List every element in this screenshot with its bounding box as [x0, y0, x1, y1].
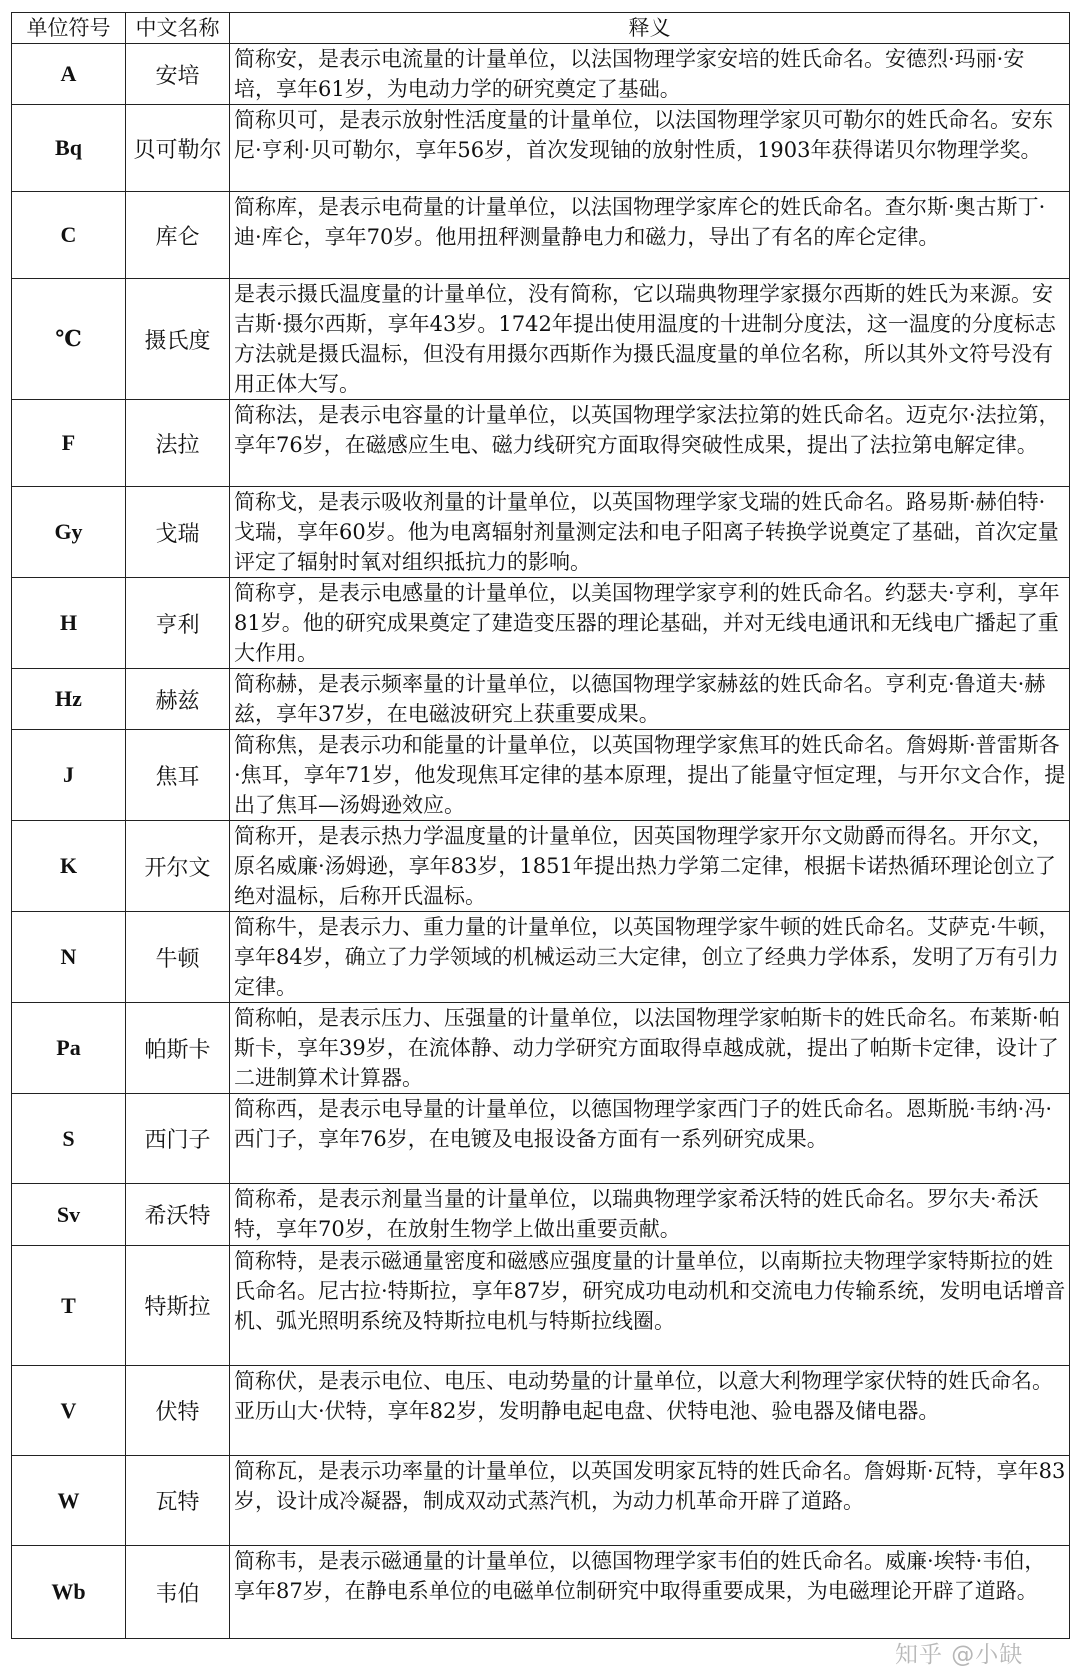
- unit-chinese-name: 帕斯卡: [126, 1003, 230, 1094]
- unit-definition: 简称开，是表示热力学温度量的计量单位，因英国物理学家开尔文勋爵而得名。开尔文，原名威廉·汤姆逊，享年83岁，1851年提出热力学第二定律，根据卡诺热循环理论创立了绝对温标，后称开氏温标。: [230, 821, 1070, 912]
- unit-symbol: H: [12, 578, 126, 669]
- table-row: [12, 44, 1070, 105]
- unit-definition: 简称伏，是表示电位、电压、电动势量的计量单位，以意大利物理学家伏特的姓氏命名。亚历山大·伏特，享年82岁，发明静电起电盘、伏特电池、验电器及储电器。: [230, 1366, 1070, 1456]
- table-row: [12, 1456, 1070, 1546]
- table-header: [12, 13, 1070, 44]
- unit-definition: 简称贝可，是表示放射性活度量的计量单位，以法国物理学家贝可勒尔的姓氏命名。安东尼·亨利·贝可勒尔，享年56岁，首次发现铀的放射性质，1903年获得诺贝尔物理学奖。: [230, 105, 1070, 192]
- table-row: [12, 192, 1070, 279]
- table-row: [12, 487, 1070, 578]
- unit-definition: 简称戈，是表示吸收剂量的计量单位，以英国物理学家戈瑞的姓氏命名。路易斯·赫伯特·戈瑞，享年60岁。他为电离辐射剂量测定法和电子阳离子转换学说奠定了基础，首次定量评定了辐射时氧对组织抵抗力的影响。: [230, 487, 1070, 578]
- table-row: [12, 730, 1070, 821]
- unit-definition: 简称牛，是表示力、重力量的计量单位，以英国物理学家牛顿的姓氏命名。艾萨克·牛顿，享年84岁，确立了力学领域的机械运动三大定律，创立了经典力学体系，发明了万有引力定律。: [230, 912, 1070, 1003]
- unit-chinese-name: 亨利: [126, 578, 230, 669]
- unit-symbol: Bq: [12, 105, 126, 192]
- unit-definition: 简称赫，是表示频率量的计量单位，以德国物理学家赫兹的姓氏命名。亨利克·鲁道夫·赫兹，享年37岁，在电磁波研究上获重要成果。: [230, 669, 1070, 730]
- unit-chinese-name: 牛顿: [126, 912, 230, 1003]
- table-row: [12, 1546, 1070, 1639]
- unit-symbol: Pa: [12, 1003, 126, 1094]
- unit-symbol: C: [12, 192, 126, 279]
- unit-definition: 简称安，是表示电流量的计量单位，以法国物理学家安培的姓氏命名。安德烈·玛丽·安培，享年61岁，为电动力学的研究奠定了基础。: [230, 44, 1070, 105]
- unit-definition: 简称亨，是表示电感量的计量单位，以美国物理学家亨利的姓氏命名。约瑟夫·亨利，享年81岁。他的研究成果奠定了建造变压器的理论基础，并对无线电通讯和无线电广播起了重大作用。: [230, 578, 1070, 669]
- unit-table: [11, 12, 1070, 1639]
- unit-chinese-name: 摄氏度: [126, 279, 230, 400]
- table-row: [12, 821, 1070, 912]
- unit-symbol: T: [12, 1246, 126, 1366]
- unit-chinese-name: 焦耳: [126, 730, 230, 821]
- unit-definition: 是表示摄氏温度量的计量单位，没有简称，它以瑞典物理学家摄尔西斯的姓氏为来源。安吉斯·摄尔西斯，享年43岁。1742年提出使用温度的十进制分度法，这一温度的分度标志方法就是摄氏温标，但没有用摄尔西斯作为摄氏温度量的单位名称，所以其外文符号没有用正体大写。: [230, 279, 1070, 400]
- header-definition: 释义: [230, 13, 1070, 44]
- table-body: [12, 44, 1070, 1639]
- table-row: [12, 105, 1070, 192]
- unit-definition: 简称韦，是表示磁通量的计量单位，以德国物理学家韦伯的姓氏命名。威廉·埃特·韦伯，享年87岁，在静电系单位的电磁单位制研究中取得重要成果，为电磁理论开辟了道路。: [230, 1546, 1070, 1639]
- unit-definition: 简称帕，是表示压力、压强量的计量单位，以法国物理学家帕斯卡的姓氏命名。布莱斯·帕斯卡，享年39岁，在流体静、动力学研究方面取得卓越成就，提出了帕斯卡定律，设计了二进制算术计算器。: [230, 1003, 1070, 1094]
- unit-symbol: S: [12, 1094, 126, 1184]
- header-chinese-name: 中文名称: [126, 13, 230, 44]
- unit-symbol: K: [12, 821, 126, 912]
- unit-definition: 简称库，是表示电荷量的计量单位，以法国物理学家库仑的姓氏命名。查尔斯·奥古斯丁·迪·库仑，享年70岁。他用扭秤测量静电力和磁力，导出了有名的库仑定律。: [230, 192, 1070, 279]
- table-row: [12, 1246, 1070, 1366]
- table-row: [12, 1094, 1070, 1184]
- unit-definition: 简称瓦，是表示功率量的计量单位，以英国发明家瓦特的姓氏命名。詹姆斯·瓦特，享年83岁，设计成冷凝器，制成双动式蒸汽机，为动力机革命开辟了道路。: [230, 1456, 1070, 1546]
- unit-chinese-name: 贝可勒尔: [126, 105, 230, 192]
- unit-chinese-name: 法拉: [126, 400, 230, 487]
- table-row: [12, 1003, 1070, 1094]
- table-row: [12, 912, 1070, 1003]
- unit-symbol: Hz: [12, 669, 126, 730]
- unit-chinese-name: 戈瑞: [126, 487, 230, 578]
- unit-definition: 简称特，是表示磁通量密度和磁感应强度量的计量单位，以南斯拉夫物理学家特斯拉的姓氏命名。尼古拉·特斯拉，享年87岁，研究成功电动机和交流电力传输系统，发明电话增音机、弧光照明系统及特斯拉电机与特斯拉线圈。: [230, 1246, 1070, 1366]
- table-row: [12, 279, 1070, 400]
- unit-symbol: V: [12, 1366, 126, 1456]
- unit-symbol: A: [12, 44, 126, 105]
- unit-definition: 简称焦，是表示功和能量的计量单位，以英国物理学家焦耳的姓氏命名。詹姆斯·普雷斯各·焦耳，享年71岁，他发现焦耳定律的基本原理，提出了能量守恒定理，与开尔文合作，提出了焦耳—汤姆逊效应。: [230, 730, 1070, 821]
- table-row: [12, 1366, 1070, 1456]
- table-row: [12, 400, 1070, 487]
- watermark: 知乎 @小缺: [895, 1642, 1024, 1668]
- unit-chinese-name: 西门子: [126, 1094, 230, 1184]
- unit-chinese-name: 安培: [126, 44, 230, 105]
- unit-chinese-name: 韦伯: [126, 1546, 230, 1639]
- header-row: [12, 13, 1070, 44]
- unit-symbol: Gy: [12, 487, 126, 578]
- unit-chinese-name: 希沃特: [126, 1184, 230, 1246]
- unit-chinese-name: 库仑: [126, 192, 230, 279]
- table-row: [12, 578, 1070, 669]
- unit-definition: 简称西，是表示电导量的计量单位，以德国物理学家西门子的姓氏命名。恩斯脱·韦纳·冯·西门子，享年76岁，在电镀及电报设备方面有一系列研究成果。: [230, 1094, 1070, 1184]
- unit-symbol: ℃: [12, 279, 126, 400]
- unit-definition: 简称希，是表示剂量当量的计量单位，以瑞典物理学家希沃特的姓氏命名。罗尔夫·希沃特，享年70岁，在放射生物学上做出重要贡献。: [230, 1184, 1070, 1246]
- unit-symbol: W: [12, 1456, 126, 1546]
- unit-chinese-name: 伏特: [126, 1366, 230, 1456]
- header-symbol: 单位符号: [12, 13, 126, 44]
- unit-chinese-name: 瓦特: [126, 1456, 230, 1546]
- table-row: [12, 669, 1070, 730]
- unit-definition: 简称法，是表示电容量的计量单位，以英国物理学家法拉第的姓氏命名。迈克尔·法拉第，享年76岁，在磁感应生电、磁力线研究方面取得突破性成果，提出了法拉第电解定律。: [230, 400, 1070, 487]
- unit-chinese-name: 开尔文: [126, 821, 230, 912]
- unit-symbol: Sv: [12, 1184, 126, 1246]
- table-row: [12, 1184, 1070, 1246]
- unit-chinese-name: 赫兹: [126, 669, 230, 730]
- unit-symbol: J: [12, 730, 126, 821]
- unit-symbol: N: [12, 912, 126, 1003]
- unit-chinese-name: 特斯拉: [126, 1246, 230, 1366]
- unit-symbol: Wb: [12, 1546, 126, 1639]
- unit-symbol: F: [12, 400, 126, 487]
